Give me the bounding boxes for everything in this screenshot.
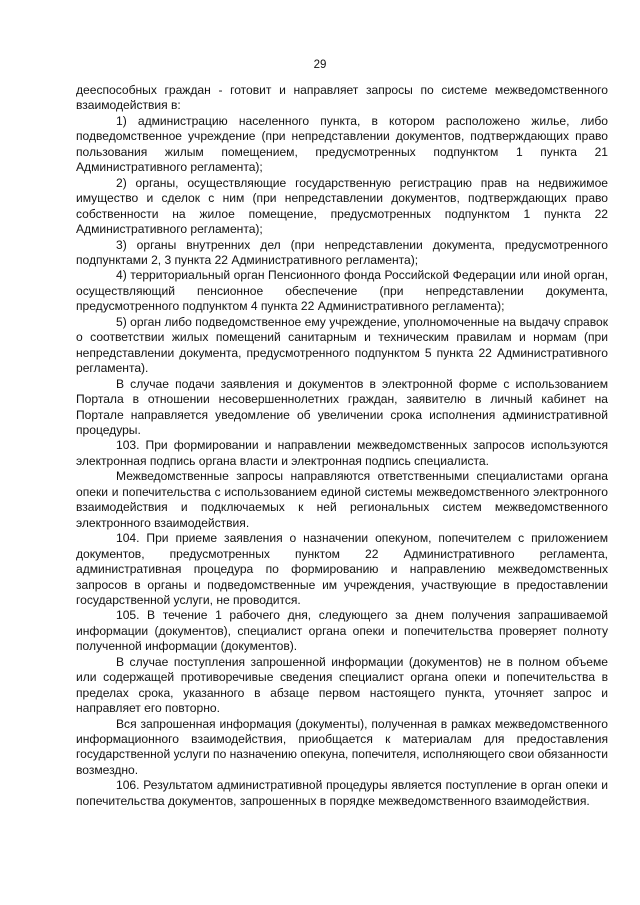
paragraph: 1) администрацию населенного пункта, в котором расположено жилье, либо подведомственное учреждение (при непредставлении документов, подтверждающих право пользования жилым помещением, предусмотренных подпунктом 1 пункта 21 Административного регламента); (76, 113, 608, 175)
paragraph: 106. Результатом административной процедуры является поступление в орган опеки и попечительства документов, запрошенных в порядке межведомственного взаимодействия. (76, 778, 608, 808)
paragraph: 4) территориальный орган Пенсионного фонда Российской Федерации или иной орган, осуществляющий пенсионное обеспечение (при непредставлении документа, предусмотренного подпунктом 4 пункта 22 Административного регламента); (76, 268, 608, 314)
paragraph: 2) органы, осуществляющие государственную регистрацию прав на недвижимое имущество и сделок с ним (при непредставлении документов, подтверждающих право собственности на жилое помещение, предусмотренных подпунктом 1 пункта 22 Административного регламента); (76, 175, 608, 237)
paragraph: В случае подачи заявления и документов в электронной форме с использованием Портала в отношении несовершеннолетних граждан, заявителю в личный кабинет на Портале направляется уведомление об увеличении срока исполнения административной процедуры. (76, 376, 608, 437)
paragraph: Вся запрошенная информация (документы), полученная в рамках межведомственного информационного взаимодействия, приобщается к материалам для предоставления государственной услуги по назначению опекуна, попечителя, исполняющего свои обязанности возмездно. (76, 716, 608, 777)
paragraph: В случае поступления запрошенной информации (документов) не в полном объеме или содержащей противоречивые сведения специалист органа опеки и попечительства в пределах срока, указанного в абзаце первом настоящего пункта, уточняет запрос и направляет его повторно. (76, 654, 608, 716)
paragraph: дееспособных граждан - готовит и направляет запросы по системе межведомственного взаимодействия в: (76, 83, 608, 113)
paragraph: 103. При формировании и направлении межведомственных запросов используются электронная подпись органа власти и электронная подпись специалиста. (76, 438, 608, 468)
paragraph: 5) орган либо подведомственное ему учреждение, уполномоченные на выдачу справок о соответствии жилых помещений санитарным и техническим правилам и нормам (при непредставлении документа, предусмотренного подпунктом 5 пункта 22 Административного регламента). (76, 314, 608, 376)
paragraph: Межведомственные запросы направляются ответственными специалистами органа опеки и попечительства с использованием единой системы межведомственного электронного взаимодействия и подключаемых к ней региональных систем межведомственного электронного взаимодействия. (76, 469, 608, 530)
body-text (76, 83, 608, 809)
paragraph: 105. В течение 1 рабочего дня, следующего за днем получения запрашиваемой информации (документов), специалист органа опеки и попечительства проверяет полноту полученной информации (документов). (76, 608, 608, 654)
paragraph: 3) органы внутренних дел (при непредставлении документа, предусмотренного подпунктами 2, 3 пункта 22 Административного регламента); (76, 237, 608, 267)
paragraph: 104. При приеме заявления о назначении опекуном, попечителем с приложением документов, предусмотренных пунктом 22 Административного регламента, административная процедура по формированию и направлению межведомственных запросов в органы и подведомственные им учреждения, участвующие в предоставлении государственной услуги, не проводится. (76, 531, 608, 607)
page-number: 29 (313, 59, 327, 71)
